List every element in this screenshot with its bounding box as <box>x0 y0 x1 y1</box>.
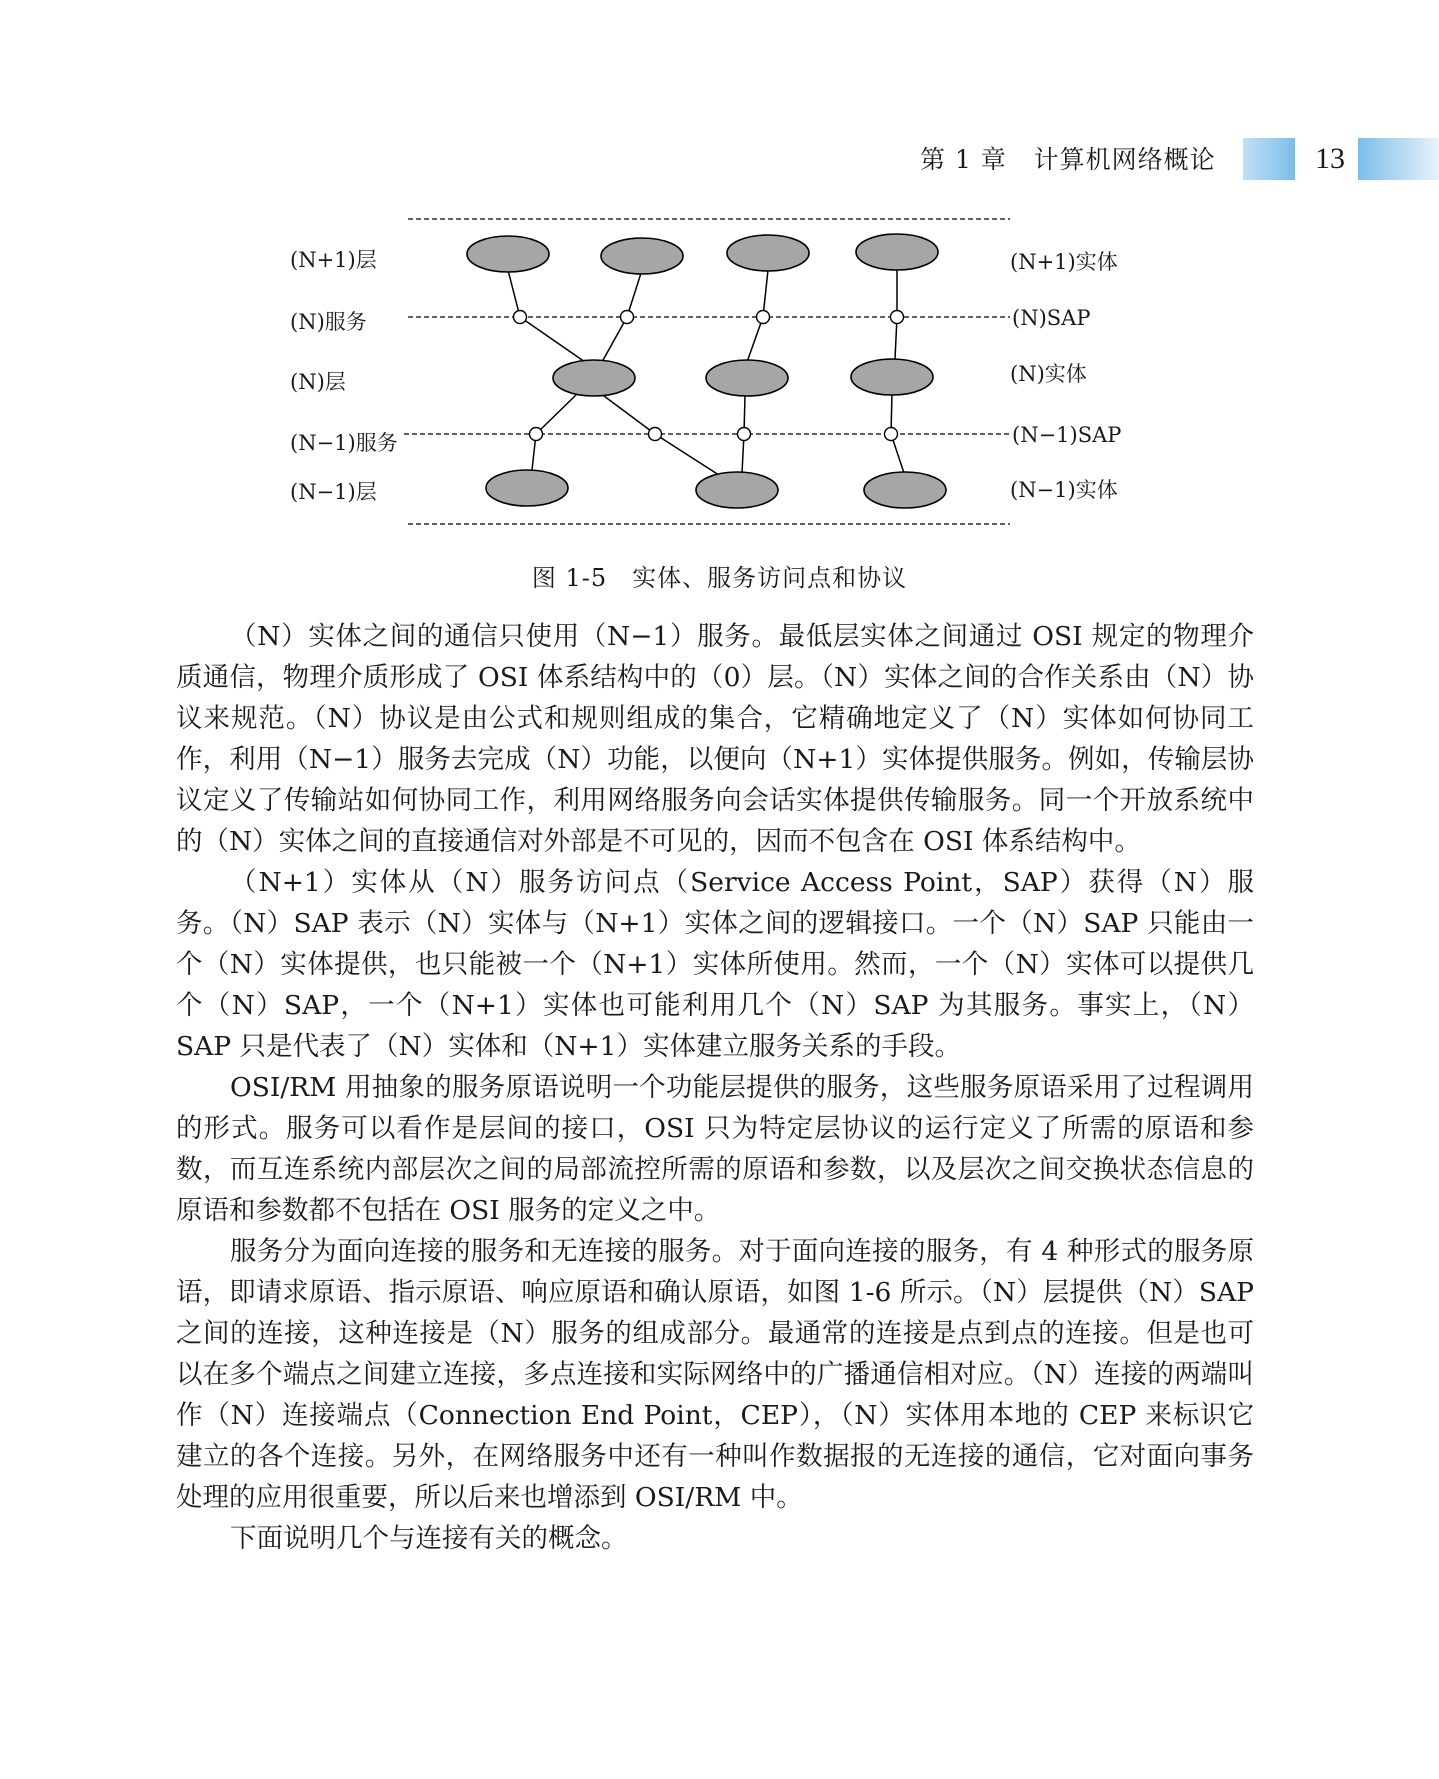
label-service-n: (N)服务 <box>290 310 367 334</box>
entity-n-plus-1 <box>856 234 938 270</box>
paragraph: 下面说明几个与连接有关的概念。 <box>230 1523 628 1554</box>
sap-n <box>891 311 904 324</box>
sap-n-minus-1 <box>738 428 751 441</box>
connection-line <box>602 317 627 362</box>
label-service-n-minus-1: (N−1)服务 <box>290 431 398 455</box>
label-entity-n: (N)实体 <box>1010 362 1087 386</box>
sap-n-minus-1 <box>649 428 662 441</box>
entity-n-plus-1 <box>727 235 809 271</box>
figure-caption: 图 1-5 实体、服务访问点和协议 <box>531 564 908 592</box>
label-layer-n-minus-1: (N−1)层 <box>290 480 377 504</box>
connection-line <box>508 270 520 317</box>
paragraph: （N）实体之间的通信只使用（N−1）服务。最低层实体之间通过 OSI 规定的物理介质通信，物理介质形成了 OSI 体系结构中的（0）层。（N）实体之间的合作关系由（N）协议来规范。（N）协议是由公式和规则组成的集合，它精确地定义了（N）实体如何协同工作，利用（N−1）服务去完成（N）功能，以便向（N+1）实体提供服务。例如，传输层协议定义了传输站如何协同工作，利用网络服务向会话实体提供传输服务。同一个开放系统中的（N）实体之间的直接通信对外部是不可见的，因而不包含在 OSI 体系结构中。 <box>176 621 1254 857</box>
label-entity-n-minus-1: (N−1)实体 <box>1010 478 1118 502</box>
entity-n-plus-1 <box>601 238 683 274</box>
sap-n-minus-1 <box>885 428 898 441</box>
entity-n-minus-1 <box>486 470 568 506</box>
paragraph: 服务分为面向连接的服务和无连接的服务。对于面向连接的服务，有 4 种形式的服务原语，即请求原语、指示原语、响应原语和确认原语，如图 1-6 所示。（N）层提供（N）SAP 之间的连接，这种连接是（N）服务的组成部分。最通常的连接是点到点的连接。但是也可以在多个端点之间建立连接，多点连接和实际网络中的广播通信相对应。（N）连接的两端叫作（N）连接端点（Connection End Point，CEP），（N）实体用本地的 CEP 来标识它建立的各个连接。另外，在网络服务中还有一种叫作数据报的无连接的通信，它对面向事务处理的应用很重要，所以后来也增添到 OSI/RM 中。 <box>176 1236 1254 1513</box>
sap-n <box>757 311 770 324</box>
connection-line <box>627 270 642 317</box>
body-text <box>176 616 1254 1559</box>
entity-n <box>553 360 635 396</box>
entity-n-minus-1 <box>696 472 778 508</box>
paragraph: （N+1）实体从（N）服务访问点（Service Access Point，SAP）获得（N）服务。（N）SAP 表示（N）实体与（N+1）实体之间的逻辑接口。一个（N）SAP 只能由一个（N）实体提供，也只能被一个（N+1）实体所使用。然而，一个（N）实体可以提供几个（N）SAP，一个（N+1）实体也可能利用几个（N）SAP 为其服务。事实上，（N）SAP 只是代表了（N）实体和（N+1）实体建立服务关系的手段。 <box>176 867 1254 1062</box>
connection-line <box>520 317 585 362</box>
label-layer-n: (N)层 <box>290 370 346 394</box>
sap-n <box>621 311 634 324</box>
label-entity-n-plus-1: (N+1)实体 <box>1010 250 1118 274</box>
sap-n-minus-1 <box>530 428 543 441</box>
page-number: 13 <box>1315 142 1345 175</box>
entity-n <box>851 359 933 395</box>
connection-line <box>655 434 722 477</box>
entity-n <box>706 360 788 396</box>
chapter-number: 第 1 章 <box>920 145 1007 174</box>
entity-n-plus-1 <box>467 236 549 272</box>
sap-n <box>514 311 527 324</box>
label-sap-n-minus-1: (N−1)SAP <box>1012 423 1122 447</box>
entity-sap-protocol-diagram <box>0 0 1439 560</box>
entity-n-minus-1 <box>864 472 946 508</box>
label-sap-n: (N)SAP <box>1012 306 1091 330</box>
label-layer-n-plus-1: (N+1)层 <box>290 248 377 272</box>
chapter-title: 计算机网络概论 <box>1033 145 1216 174</box>
connection-line <box>600 393 655 434</box>
paragraph: OSI/RM 用抽象的服务原语说明一个功能层提供的服务，这些服务原语采用了过程调用的形式。服务可以看作是层间的接口，OSI 只为特定层协议的运行定义了所需的原语和参数，而互连系统内部层次之间的局部流控所需的原语和参数，以及层次之间交换状态信息的原语和参数都不包括在 OSI 服务的定义之中。 <box>176 1072 1254 1226</box>
connection-line <box>536 393 578 434</box>
